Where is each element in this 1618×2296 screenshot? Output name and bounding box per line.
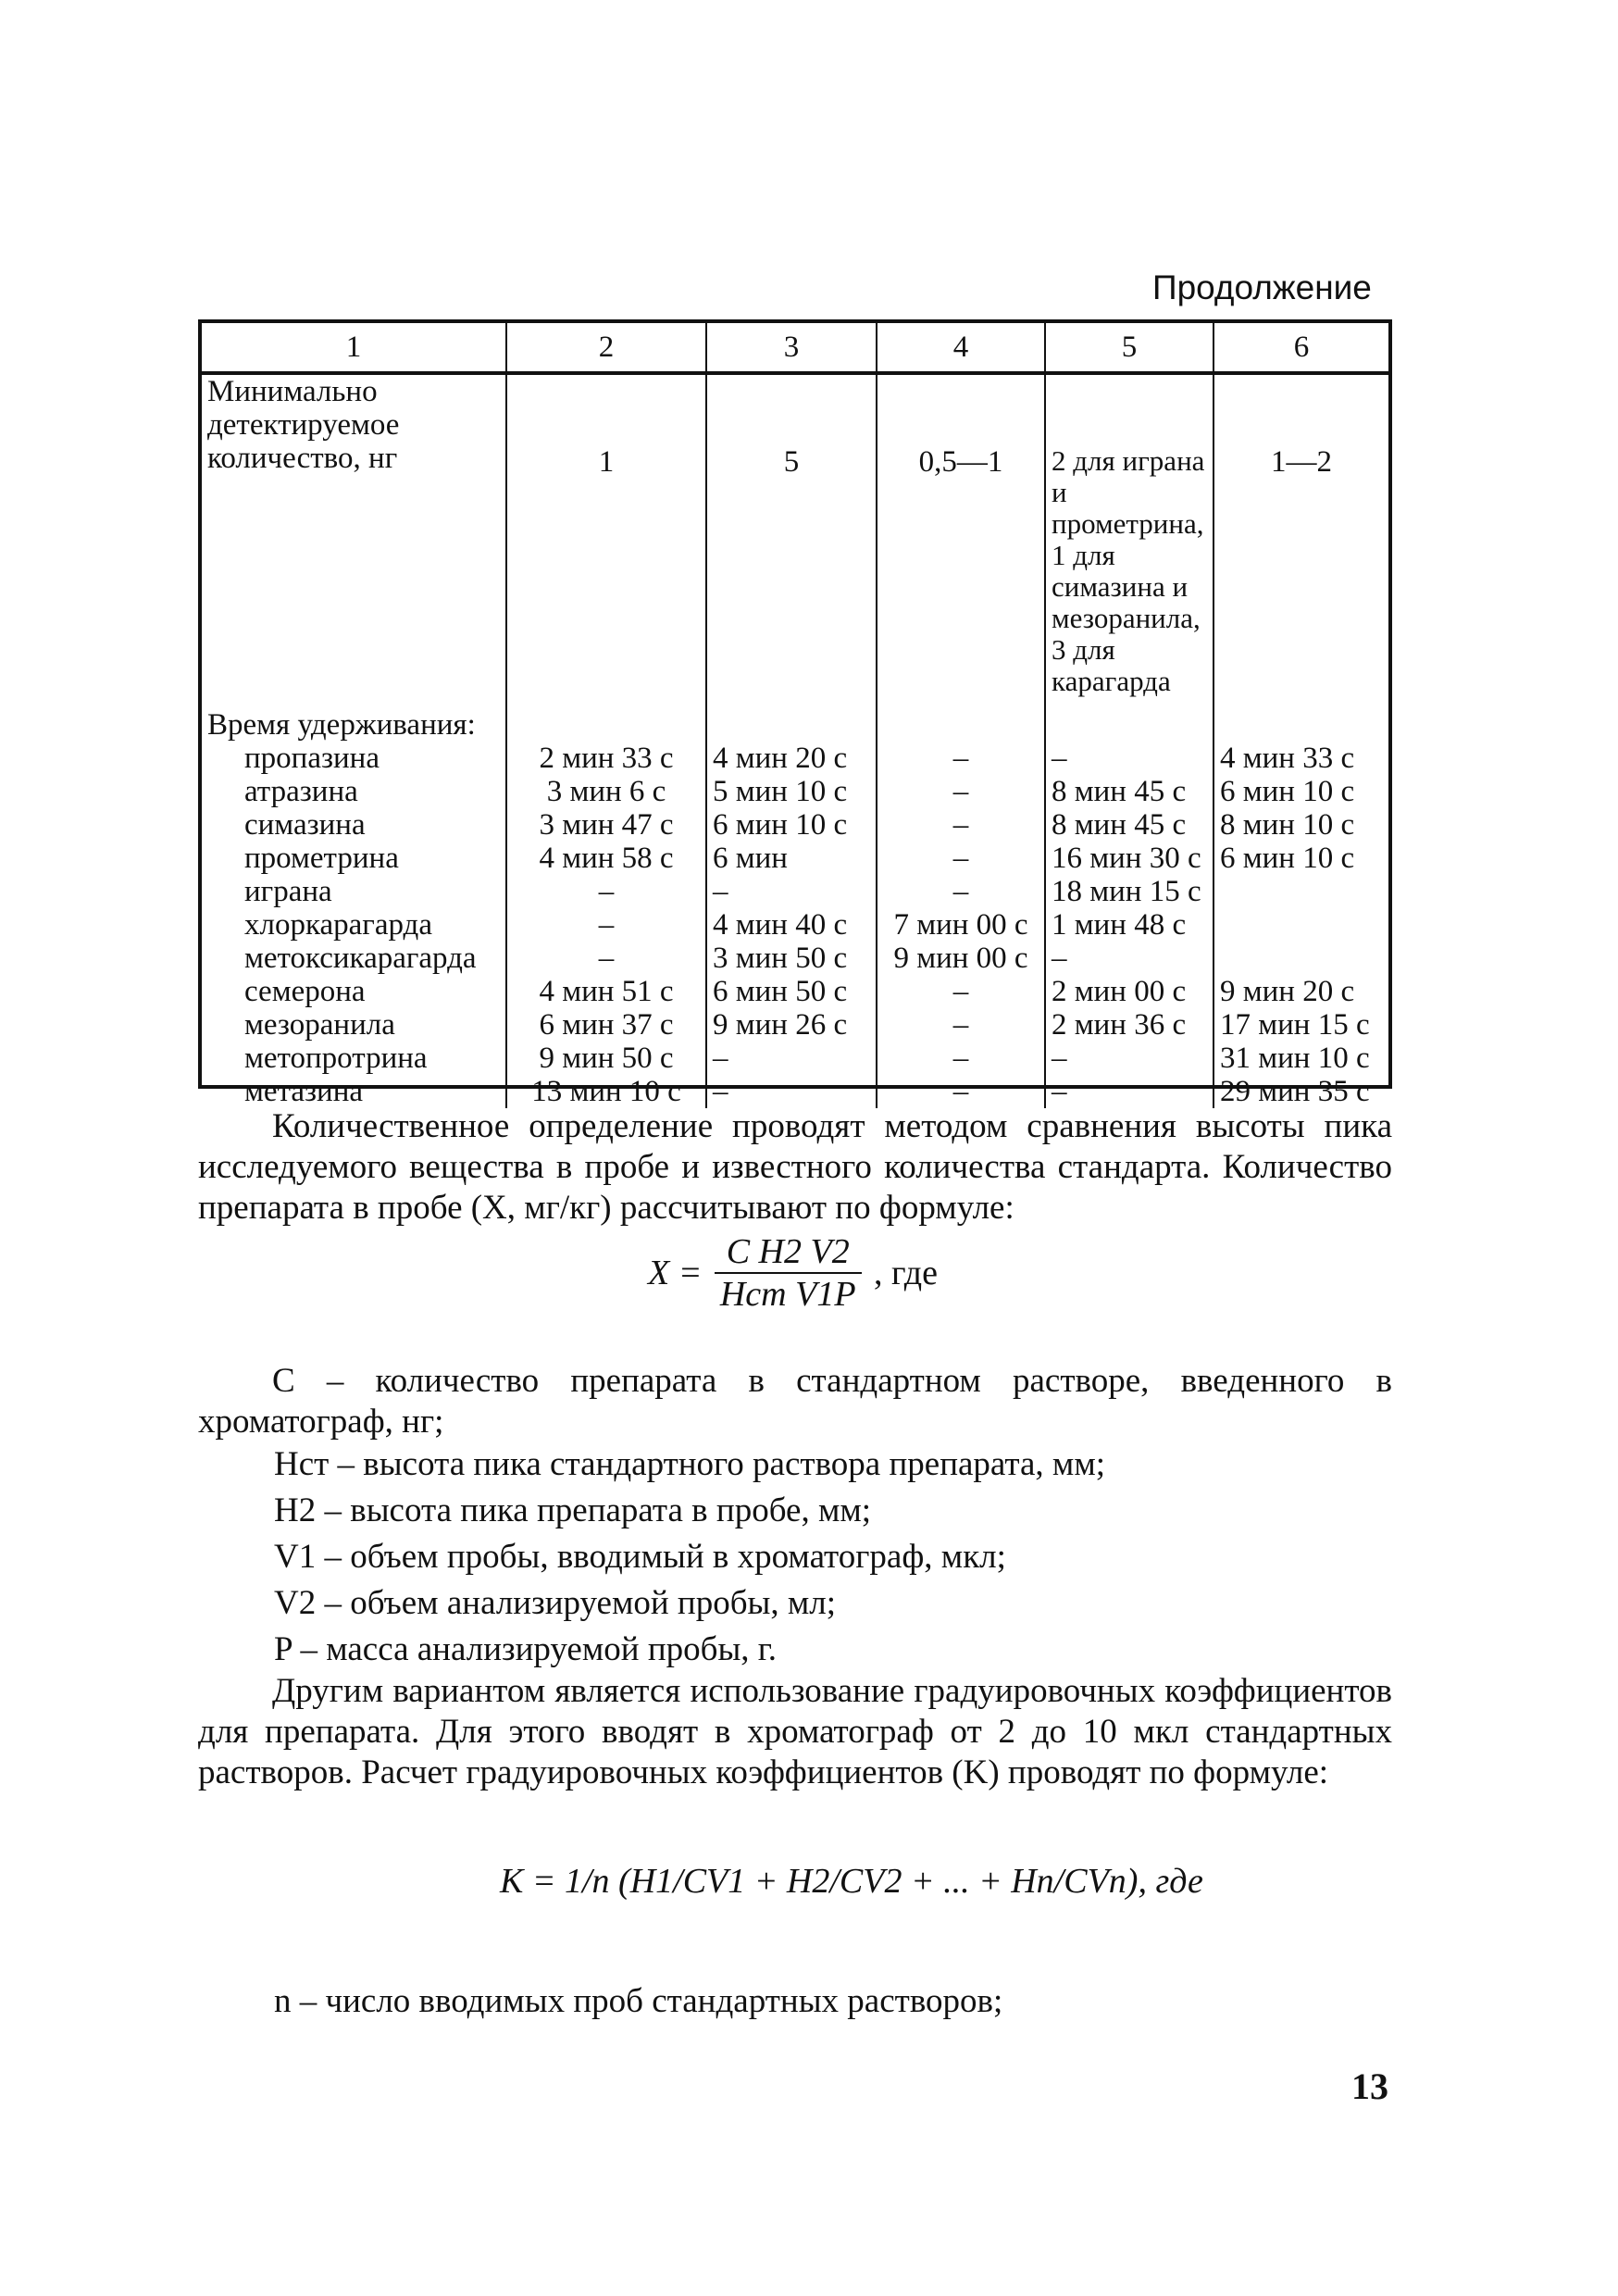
retention-time-cell: – — [1052, 742, 1067, 775]
retention-time-cell: 8 мин 45 с — [1052, 775, 1187, 808]
retention-time-cell: – — [952, 1075, 969, 1108]
formula-x-denominator: Hст V1P — [719, 1275, 856, 1314]
retention-time-cell: 3 мин 47 с — [539, 808, 674, 842]
retention-time-cell: 1 мин 48 с — [1052, 908, 1187, 942]
min-detect-row — [202, 373, 1388, 742]
retention-time-cell — [1220, 942, 1383, 975]
retention-col-3 — [706, 742, 877, 1108]
retention-time-cell: – — [598, 908, 615, 942]
retention-compound-name: пропазина — [244, 742, 380, 775]
paragraph-2: Другим вариантом является использование градуировочных коэффициентов для препарата. Для этого вводят в хроматограф от 2 до 10 мкл стандартных растворов. Расчет градуировочных коэффициентов (K) проводят по формуле: — [198, 1672, 1392, 1791]
retention-time-cell: 16 мин 30 с — [1052, 842, 1201, 875]
retention-time-cell: 6 мин 10 с — [713, 808, 848, 842]
definition-c: C – количество препарата в стандартном растворе, введенного в хроматограф, нг; — [198, 1362, 1392, 1441]
retention-time-cell: – — [1052, 1042, 1067, 1075]
retention-time-cell: 2 мин 33 с — [539, 742, 674, 775]
retention-time-cell: 9 мин 20 с — [1220, 975, 1355, 1008]
retention-names — [202, 742, 506, 1108]
retention-time-cell: 4 мин 40 с — [713, 908, 848, 942]
retention-time-cell: 17 мин 15 с — [1220, 1008, 1370, 1042]
retention-col-4 — [877, 742, 1045, 1108]
retention-compound-name: метопротрина — [244, 1042, 428, 1075]
retention-time-cell: – — [952, 1042, 969, 1075]
retention-label: Время удерживания: — [207, 708, 476, 742]
retention-time-cell: 9 мин 00 с — [893, 942, 1028, 975]
min-detect-label: Минимально детектируемое количество, нг — [207, 375, 400, 475]
page-number: 13 — [1351, 2065, 1388, 2107]
retention-time-cell: 2 мин 00 с — [1052, 975, 1187, 1008]
definition-hst: Hст – высота пика стандартного раствора препарата, мм; — [274, 1445, 1106, 1483]
retention-col-2 — [506, 742, 706, 1108]
retention-time-cell: 29 мин 35 с — [1220, 1075, 1370, 1108]
min-detect-value: 1 — [598, 445, 615, 479]
retention-time-cell: – — [952, 975, 969, 1008]
retention-time-cell: 6 мин 10 с — [1220, 842, 1355, 875]
formula-x-suffix: , где — [874, 1254, 938, 1292]
retention-time-cell: 3 мин 50 с — [713, 942, 848, 975]
definition-v1: V1 – объем пробы, вводимый в хроматограф, мкл; — [274, 1538, 1006, 1576]
min-detect-value: 5 — [783, 445, 800, 479]
retention-time-cell: 6 мин 50 с — [713, 975, 848, 1008]
retention-time-cell — [1220, 875, 1383, 908]
retention-compound-name: играна — [244, 875, 332, 908]
retention-time-cell: – — [598, 942, 615, 975]
retention-time-cell: 9 мин 50 с — [539, 1042, 674, 1075]
definition-h2: H2 – высота пика препарата в пробе, мм; — [274, 1491, 872, 1529]
retention-col-5 — [1045, 742, 1214, 1108]
retention-time-cell: 3 мин 6 с — [546, 775, 666, 808]
retention-time-cell: 4 мин 58 с — [539, 842, 674, 875]
header-cell: 4 — [877, 323, 1045, 373]
retention-time-cell: 13 мин 10 с — [531, 1075, 681, 1108]
min-detect-value: 1—2 — [1271, 445, 1332, 479]
retention-time-cell: – — [1052, 1075, 1067, 1108]
retention-time-cell: 5 мин 10 с — [713, 775, 848, 808]
retention-time-cell: – — [952, 808, 969, 842]
final-line: n – число вводимых проб стандартных растворов; — [274, 1982, 1003, 2020]
retention-time-cell: – — [598, 875, 615, 908]
retention-time-cell: 6 мин 37 с — [539, 1008, 674, 1042]
header-cell: 1 — [202, 323, 506, 373]
header-cell: 6 — [1214, 323, 1388, 373]
retention-time-cell: 7 мин 00 с — [893, 908, 1028, 942]
retention-time-cell: 31 мин 10 с — [1220, 1042, 1370, 1075]
retention-time-cell: – — [952, 742, 969, 775]
retention-compound-name: атразина — [244, 775, 358, 808]
retention-time-cell: – — [1052, 942, 1067, 975]
definition-p: P – масса анализируемой пробы, г. — [274, 1630, 778, 1668]
retention-time-cell: – — [713, 1042, 728, 1075]
retention-time-cell: 4 мин 20 с — [713, 742, 848, 775]
table-header-row — [202, 323, 1388, 373]
paragraph-1: Количественное определение проводят методом сравнения высоты пика исследуемого вещества в пробе и известного количества стандарта. Количество препарата в пробе (X, мг/кг) рассчитывают по формуле: — [198, 1107, 1392, 1227]
retention-rows — [202, 742, 1388, 1108]
formula-k: K = 1/n (H1/CV1 + H2/CV2 + ... + Hn/CVn), где — [500, 1862, 1203, 1901]
header-cell: 5 — [1045, 323, 1214, 373]
retention-compound-name: метазина — [244, 1075, 364, 1108]
retention-time-cell: 6 мин — [713, 842, 788, 875]
formula-x-numerator: C H2 V2 — [715, 1231, 862, 1274]
data-table — [198, 319, 1392, 1108]
retention-time-cell — [1220, 908, 1383, 942]
retention-time-cell: – — [713, 875, 728, 908]
retention-time-cell: 4 мин 33 с — [1220, 742, 1355, 775]
retention-time-cell: 8 мин 10 с — [1220, 808, 1355, 842]
retention-compound-name: прометрина — [244, 842, 399, 875]
retention-compound-name: семерона — [244, 975, 366, 1008]
retention-compound-name: метоксикарагарда — [244, 942, 477, 975]
formula-x-lhs: X = — [648, 1254, 703, 1292]
retention-time-cell: – — [952, 1008, 969, 1042]
retention-time-cell: – — [952, 842, 969, 875]
min-detect-value: 0,5—1 — [918, 445, 1003, 479]
header-cell: 2 — [506, 323, 706, 373]
retention-time-cell: 8 мин 45 с — [1052, 808, 1187, 842]
continuation-label: Продолжение — [1152, 268, 1372, 306]
retention-time-cell: 2 мин 36 с — [1052, 1008, 1187, 1042]
retention-compound-name: симазина — [244, 808, 366, 842]
retention-compound-name: хлоркарагарда — [244, 908, 432, 942]
retention-time-cell: – — [952, 875, 969, 908]
retention-time-cell: 9 мин 26 с — [713, 1008, 848, 1042]
retention-time-cell: – — [952, 775, 969, 808]
min-detect-value: 2 для играна и прометрина, 1 для симазина и мезоранила, 3 для карагарда — [1052, 444, 1205, 697]
retention-col-6 — [1214, 742, 1388, 1108]
retention-compound-name: мезоранила — [244, 1008, 395, 1042]
retention-time-cell: 18 мин 15 с — [1052, 875, 1201, 908]
formula-x — [648, 1231, 938, 1315]
retention-time-cell: 4 мин 51 с — [539, 975, 674, 1008]
header-cell: 3 — [706, 323, 877, 373]
definition-v2: V2 – объем анализируемой пробы, мл; — [274, 1584, 837, 1622]
retention-time-cell: – — [713, 1075, 728, 1108]
retention-time-cell: 6 мин 10 с — [1220, 775, 1355, 808]
